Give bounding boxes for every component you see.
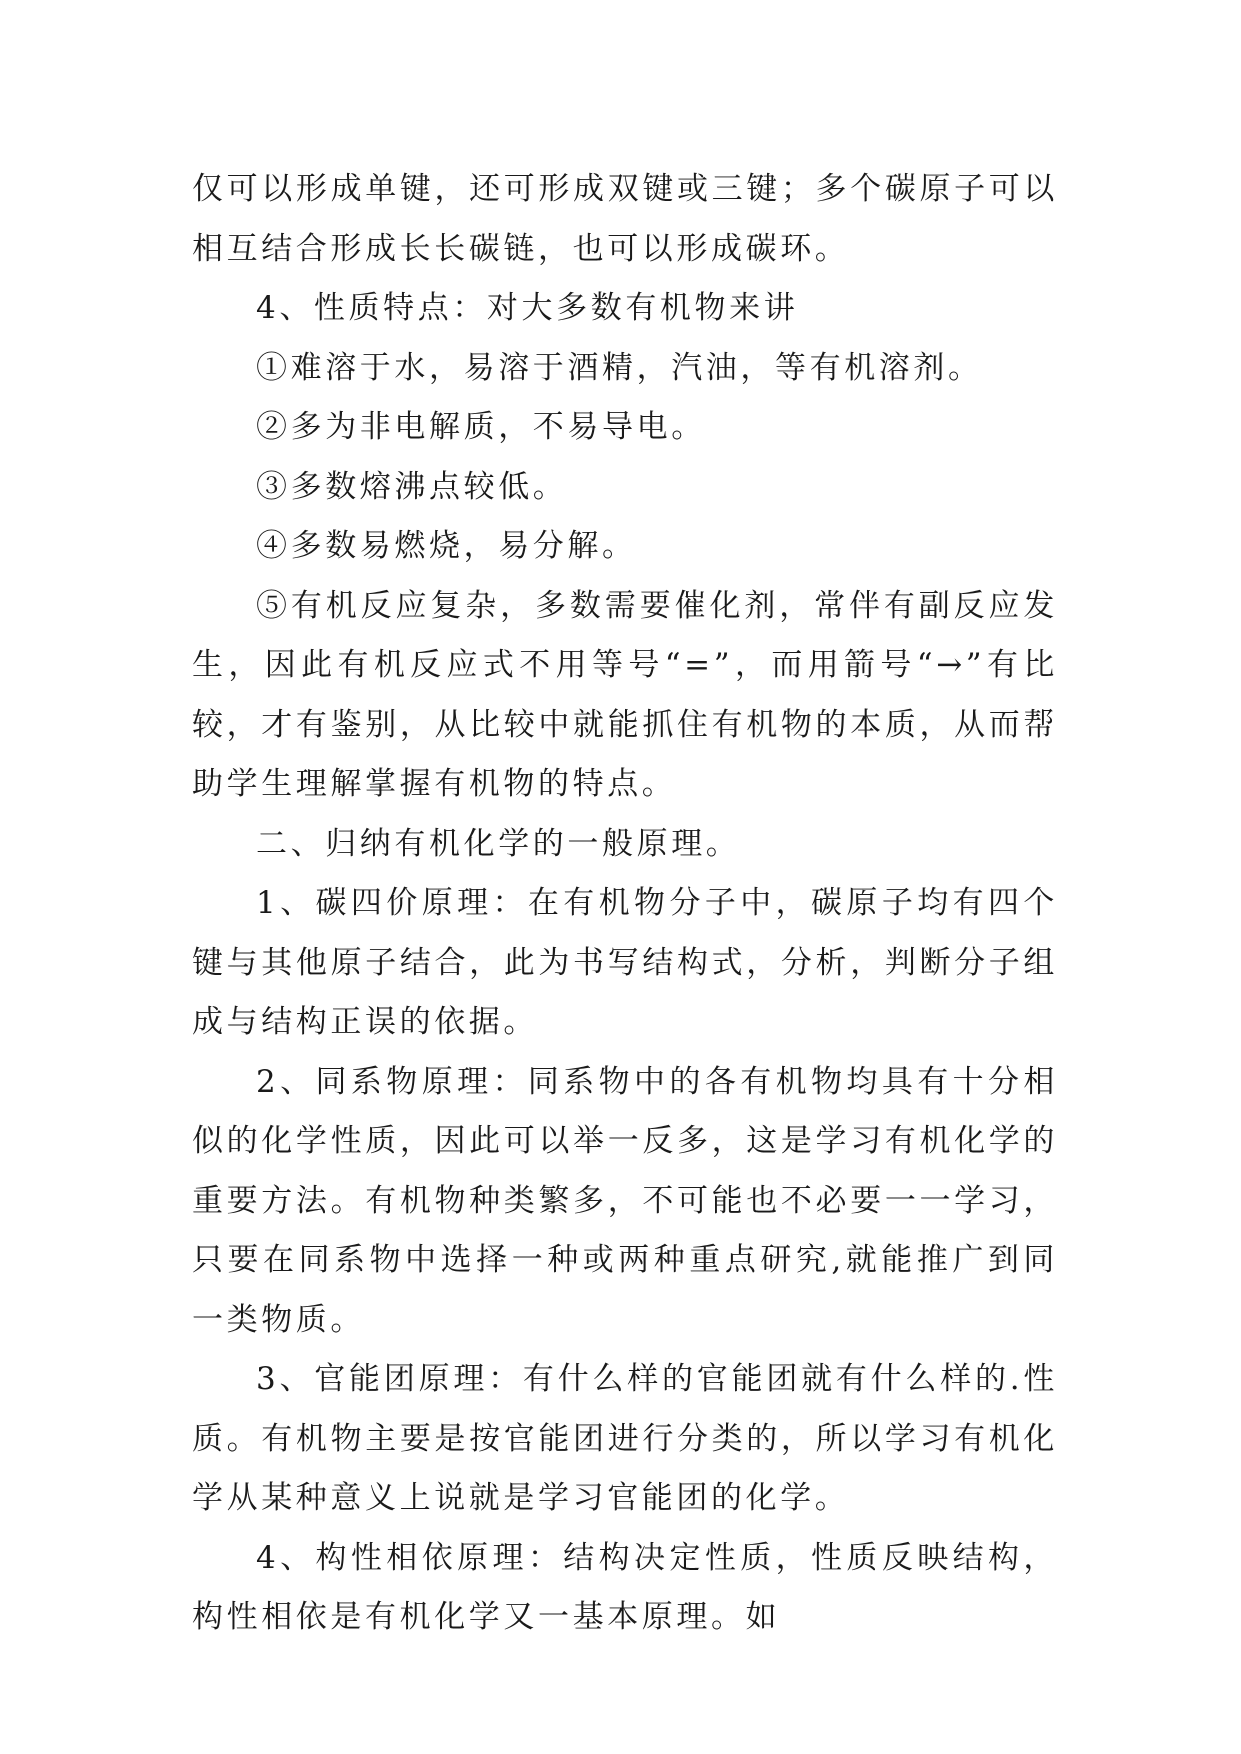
paragraph: 4、构性相依原理：结构决定性质，性质反映结构，构性相依是有机化学又一基本原理。如: [192, 1539, 1058, 1635]
body-text: [192, 160, 1058, 1648]
paragraph: ⑤有机反应复杂，多数需要催化剂，常伴有副反应发生，因此有机反应式不用等号“=”，而用箭号“→”有比较，才有鉴别，从比较中就能抓住有机物的本质，从而帮助学生理解掌握有机物的特点。: [192, 587, 1058, 802]
section-heading: 二、归纳有机化学的一般原理。: [256, 825, 741, 862]
paragraph: ③多数熔沸点较低。: [256, 468, 568, 505]
paragraph: 4、性质特点：对大多数有机物来讲: [256, 290, 799, 326]
paragraph: ①难溶于水，易溶于酒精，汽油，等有机溶剂。: [256, 349, 983, 386]
paragraph: 仅可以形成单键，还可形成双键或三键；多个碳原子可以相互结合形成长长碳链，也可以形成碳环。: [192, 171, 1058, 267]
paragraph: ②多为非电解质，不易导电。: [256, 409, 706, 445]
paragraph: 2、同系物原理：同系物中的各有机物均具有十分相似的化学性质，因此可以举一反多，这是学习有机化学的重要方法。有机物种类繁多，不可能也不必要一一学习，只要在同系物中选择一种或两种重点研究,就能推广到同一类物质。: [192, 1063, 1058, 1338]
paragraph: ④多数易燃烧，易分解。: [256, 528, 637, 564]
paragraph: 3、官能团原理：有什么样的官能团就有什么样的.性质。有机物主要是按官能团进行分类的，所以学习有机化学从某种意义上说就是学习官能团的化学。: [192, 1361, 1058, 1516]
paragraph: 1、碳四价原理：在有机物分子中，碳原子均有四个键与其他原子结合，此为书写结构式，分析，判断分子组成与结构正误的依据。: [192, 885, 1058, 1040]
